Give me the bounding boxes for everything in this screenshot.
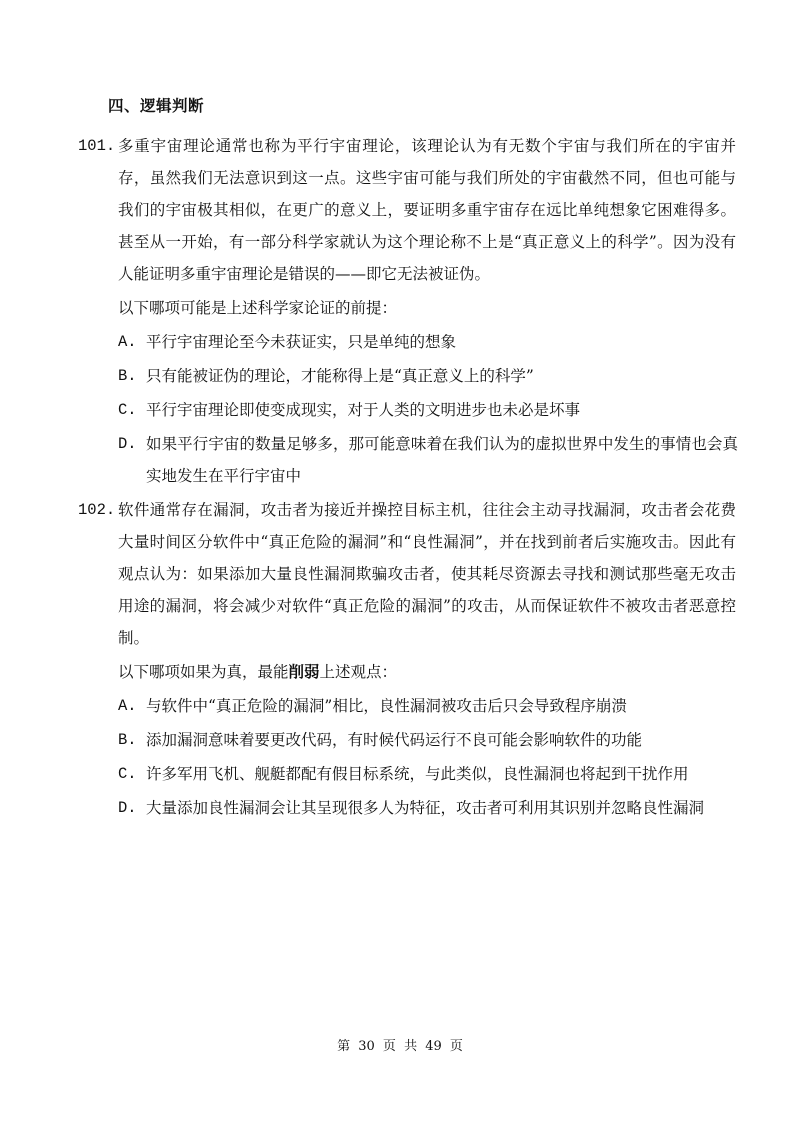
- question-101: [78, 130, 738, 494]
- option-letter: D.: [118, 435, 137, 453]
- option-d[interactable]: [118, 428, 738, 492]
- question-prompt: [118, 656, 738, 688]
- question-102: [78, 494, 738, 826]
- option-text: 与软件中“真正危险的漏洞”相比，良性漏洞被攻击后只会导致程序崩溃: [146, 697, 627, 715]
- option-letter: C.: [118, 765, 137, 783]
- option-a[interactable]: [118, 690, 738, 722]
- option-letter: A.: [118, 333, 137, 351]
- option-text: 添加漏洞意味着要更改代码，有时候代码运行不良可能会影响软件的功能: [146, 731, 643, 749]
- option-text: 平行宇宙理论即使变成现实，对于人类的文明进步也未必是坏事: [146, 401, 581, 419]
- option-b[interactable]: [118, 360, 738, 392]
- option-letter: C.: [118, 401, 137, 419]
- question-stem: 多重宇宙理论通常也称为平行宇宙理论，该理论认为有无数个宇宙与我们所在的宇宙并存，虽然我们无法意识到这一点。这些宇宙可能与我们所处的宇宙截然不同，但也可能与我们的宇宙极其相似，在更广的意义上，要证明多重宇宙存在远比单纯想象它困难得多。甚至从一开始，有一部分科学家就认为这个理论称不上是“真正意义上的科学”。因为没有人能证明多重宇宙理论是错误的——即它无法被证伪。: [118, 137, 736, 283]
- question-number: 102.: [78, 501, 116, 519]
- option-text: 如果平行宇宙的数量足够多，那可能意味着在我们认为的虚拟世界中发生的事情也会真实地发生在平行宇宙中: [146, 435, 738, 485]
- option-b[interactable]: [118, 724, 738, 756]
- option-d[interactable]: [118, 792, 738, 824]
- prompt-emphasis: 削弱: [288, 663, 320, 681]
- option-letter: B.: [118, 731, 137, 749]
- option-letter: D.: [118, 799, 137, 817]
- section-title: 四、逻辑判断: [108, 97, 205, 115]
- prompt-before: 以下哪项如果为真，最能: [118, 663, 289, 681]
- option-text: 许多军用飞机、舰艇都配有假目标系统，与此类似，良性漏洞也将起到干扰作用: [146, 765, 689, 783]
- option-text: 平行宇宙理论至今未获证实，只是单纯的想象: [146, 333, 457, 351]
- page-footer: 第 30 页 共 49 页: [337, 1039, 463, 1054]
- option-letter: B.: [118, 367, 137, 385]
- option-text: 大量添加良性漏洞会让其呈现很多人为特征，攻击者可利用其识别并忽略良性漏洞: [146, 799, 705, 817]
- question-prompt: 以下哪项可能是上述科学家论证的前提：: [118, 299, 398, 317]
- question-number: 101.: [78, 137, 116, 155]
- option-c[interactable]: [118, 394, 738, 426]
- option-letter: A.: [118, 697, 137, 715]
- prompt-after: 上述观点：: [319, 663, 398, 681]
- option-list: [118, 690, 738, 824]
- option-list: [118, 326, 738, 492]
- option-text: 只有能被证伪的理论，才能称得上是“真正意义上的科学”: [146, 367, 534, 385]
- option-a[interactable]: [118, 326, 738, 358]
- option-c[interactable]: [118, 758, 738, 790]
- question-stem: 软件通常存在漏洞，攻击者为接近并操控目标主机，往往会主动寻找漏洞，攻击者会花费大量时间区分软件中“真正危险的漏洞”和“良性漏洞”，并在找到前者后实施攻击。因此有观点认为：如果添加大量良性漏洞欺骗攻击者，使其耗尽资源去寻找和测试那些毫无攻击用途的漏洞，将会减少对软件“真正危险的漏洞”的攻击，从而保证软件不被攻击者恶意控制。: [118, 501, 736, 647]
